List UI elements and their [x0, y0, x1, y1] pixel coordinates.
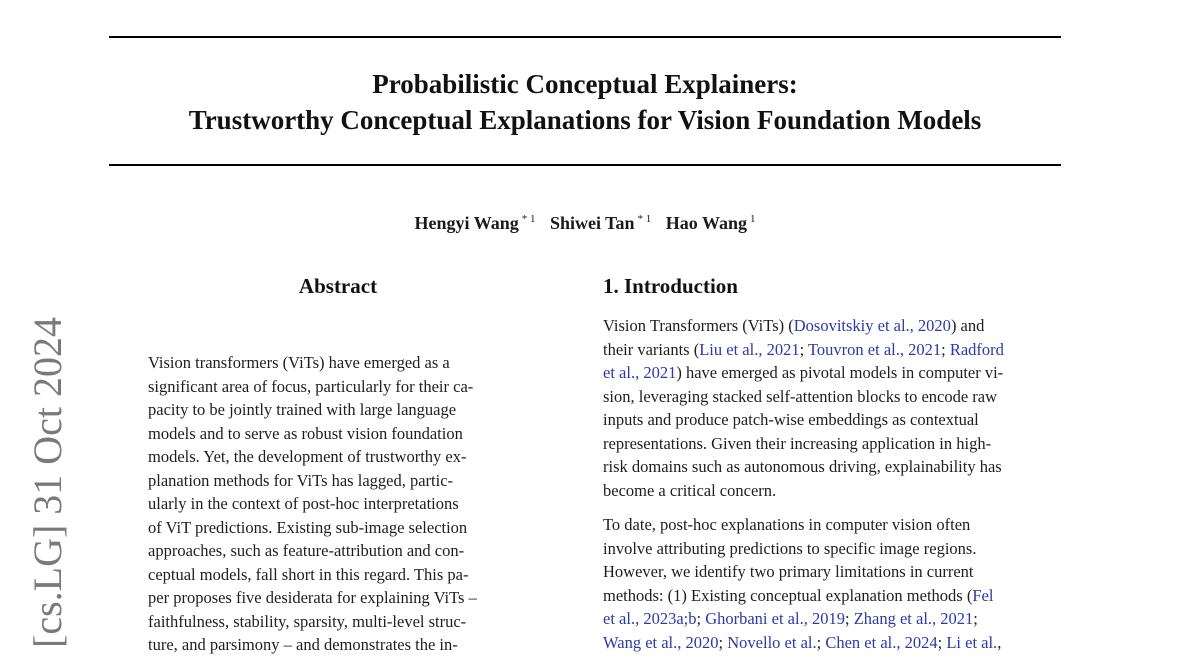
citation-link[interactable]: Chen et al., 2024 — [825, 632, 938, 652]
intro-line — [603, 584, 1063, 608]
abstract-body — [148, 351, 530, 657]
citation-link[interactable]: Wang et al., 2020 — [603, 632, 719, 652]
text-run: , — [997, 632, 1002, 652]
citation-link[interactable]: Novello et al. — [727, 632, 817, 652]
abstract-line: Vision transformers (ViTs) have emerged as a — [148, 353, 450, 372]
citation-link[interactable]: Radford — [949, 339, 1004, 359]
intro-line: involve attributing predictions to specific image regions. — [603, 538, 977, 558]
abstract-heading: Abstract — [298, 274, 378, 298]
text-run: ; — [937, 632, 947, 652]
paper-title-line-1: Probabilistic Conceptual Explainers: — [372, 69, 798, 99]
author-affiliation-marks: * 1 — [637, 213, 652, 225]
intro-line: become a critical concern. — [603, 480, 777, 500]
intro-line — [603, 631, 1063, 655]
author-name: Shiwei Tan — [549, 213, 635, 233]
abstract-line: ularly in the context of post-hoc interpretations — [148, 494, 459, 513]
text-run: ; — [718, 632, 728, 652]
author-name: Hao Wang — [665, 213, 747, 233]
text-run: ; — [973, 609, 978, 628]
intro-line — [603, 314, 1063, 338]
introduction-heading: 1. Introduction — [603, 274, 738, 298]
intro-line — [603, 361, 1063, 385]
citation-link[interactable]: Liu et al., 2021 — [699, 339, 800, 359]
intro-line: representations. Given their increasing application in high- — [603, 433, 992, 453]
abstract-line: ture, and parsimony – and demonstrates the in- — [148, 635, 458, 654]
text-run: methods: (1) Existing conceptual explanation methods ( — [603, 585, 973, 605]
author-list — [109, 206, 1061, 236]
citation-link[interactable]: et al., 2023a;b — [603, 609, 697, 628]
text-run: Vision Transformers (ViTs) ( — [603, 316, 794, 335]
abstract-line: ceptual models, fall short in this regard. This pa- — [148, 564, 469, 584]
citation-link[interactable]: Ghorbani et al., 2019 — [705, 609, 845, 628]
abstract-line: models and to serve as robust vision foundation — [148, 423, 463, 443]
abstract-line: faithfulness, stability, sparsity, multi-level struc- — [148, 611, 467, 631]
introduction-paragraph-2 — [603, 513, 1063, 654]
arxiv-side-stamp: [cs.LG] 31 Oct 2024 — [25, 316, 70, 648]
text-run: ; — [799, 339, 808, 359]
citation-link[interactable]: Li et al. — [946, 632, 998, 652]
author-hengyi-wang — [415, 206, 536, 236]
citation-link[interactable]: et al., 2021 — [603, 363, 677, 382]
bottom-rule — [109, 164, 1061, 166]
text-run: ; — [844, 609, 854, 628]
author-name: Hengyi Wang — [414, 213, 519, 233]
intro-line: However, we identify two primary limitations in current — [603, 562, 974, 581]
citation-link[interactable]: Zhang et al., 2021 — [853, 609, 974, 628]
paper-title-line-2: Trustworthy Conceptual Explanations for Vision Foundation Models — [188, 105, 982, 135]
text-run: ; — [696, 609, 706, 628]
text-run: ) have emerged as pivotal models in computer vi- — [676, 363, 1004, 382]
intro-line: risk domains such as autonomous driving, explainability has — [603, 457, 1002, 476]
citation-link[interactable]: Fel — [972, 585, 994, 605]
abstract-line: approaches, such as feature-attribution and con- — [148, 541, 465, 560]
introduction-paragraph-1 — [603, 314, 1063, 502]
text-run: ) and — [950, 316, 985, 335]
author-hao-wang — [666, 206, 756, 236]
author-affiliation-marks: 1 — [749, 213, 756, 225]
intro-line — [603, 607, 1063, 631]
abstract-line: of ViT predictions. Existing sub-image selection — [148, 517, 468, 537]
abstract-line: pacity to be jointly trained with large language — [148, 400, 457, 419]
top-rule — [109, 36, 1061, 38]
abstract-line: significant area of focus, particularly for their ca- — [148, 376, 474, 396]
abstract-line: models. Yet, the development of trustworthy ex- — [148, 447, 467, 466]
intro-line: inputs and produce patch-wise embeddings as contextual — [603, 410, 979, 429]
paper-title — [109, 66, 1061, 138]
citation-link[interactable]: Touvron et al., 2021 — [808, 339, 942, 359]
citation-link[interactable]: Dosovitskiy et al., 2020 — [793, 316, 951, 335]
intro-line: sion, leveraging stacked self-attention blocks to encode raw — [603, 386, 998, 406]
text-run: their variants ( — [603, 339, 700, 359]
text-run: ; — [816, 632, 826, 652]
author-shiwei-tan — [550, 206, 651, 236]
abstract-line: planation methods for ViTs has lagged, partic- — [148, 470, 454, 490]
abstract-line: per proposes five desiderata for explaining ViTs – — [148, 588, 477, 607]
intro-line — [603, 338, 1063, 362]
author-affiliation-marks: * 1 — [521, 213, 536, 225]
text-run: ; — [941, 339, 950, 359]
intro-line: To date, post-hoc explanations in computer vision often — [603, 515, 971, 534]
